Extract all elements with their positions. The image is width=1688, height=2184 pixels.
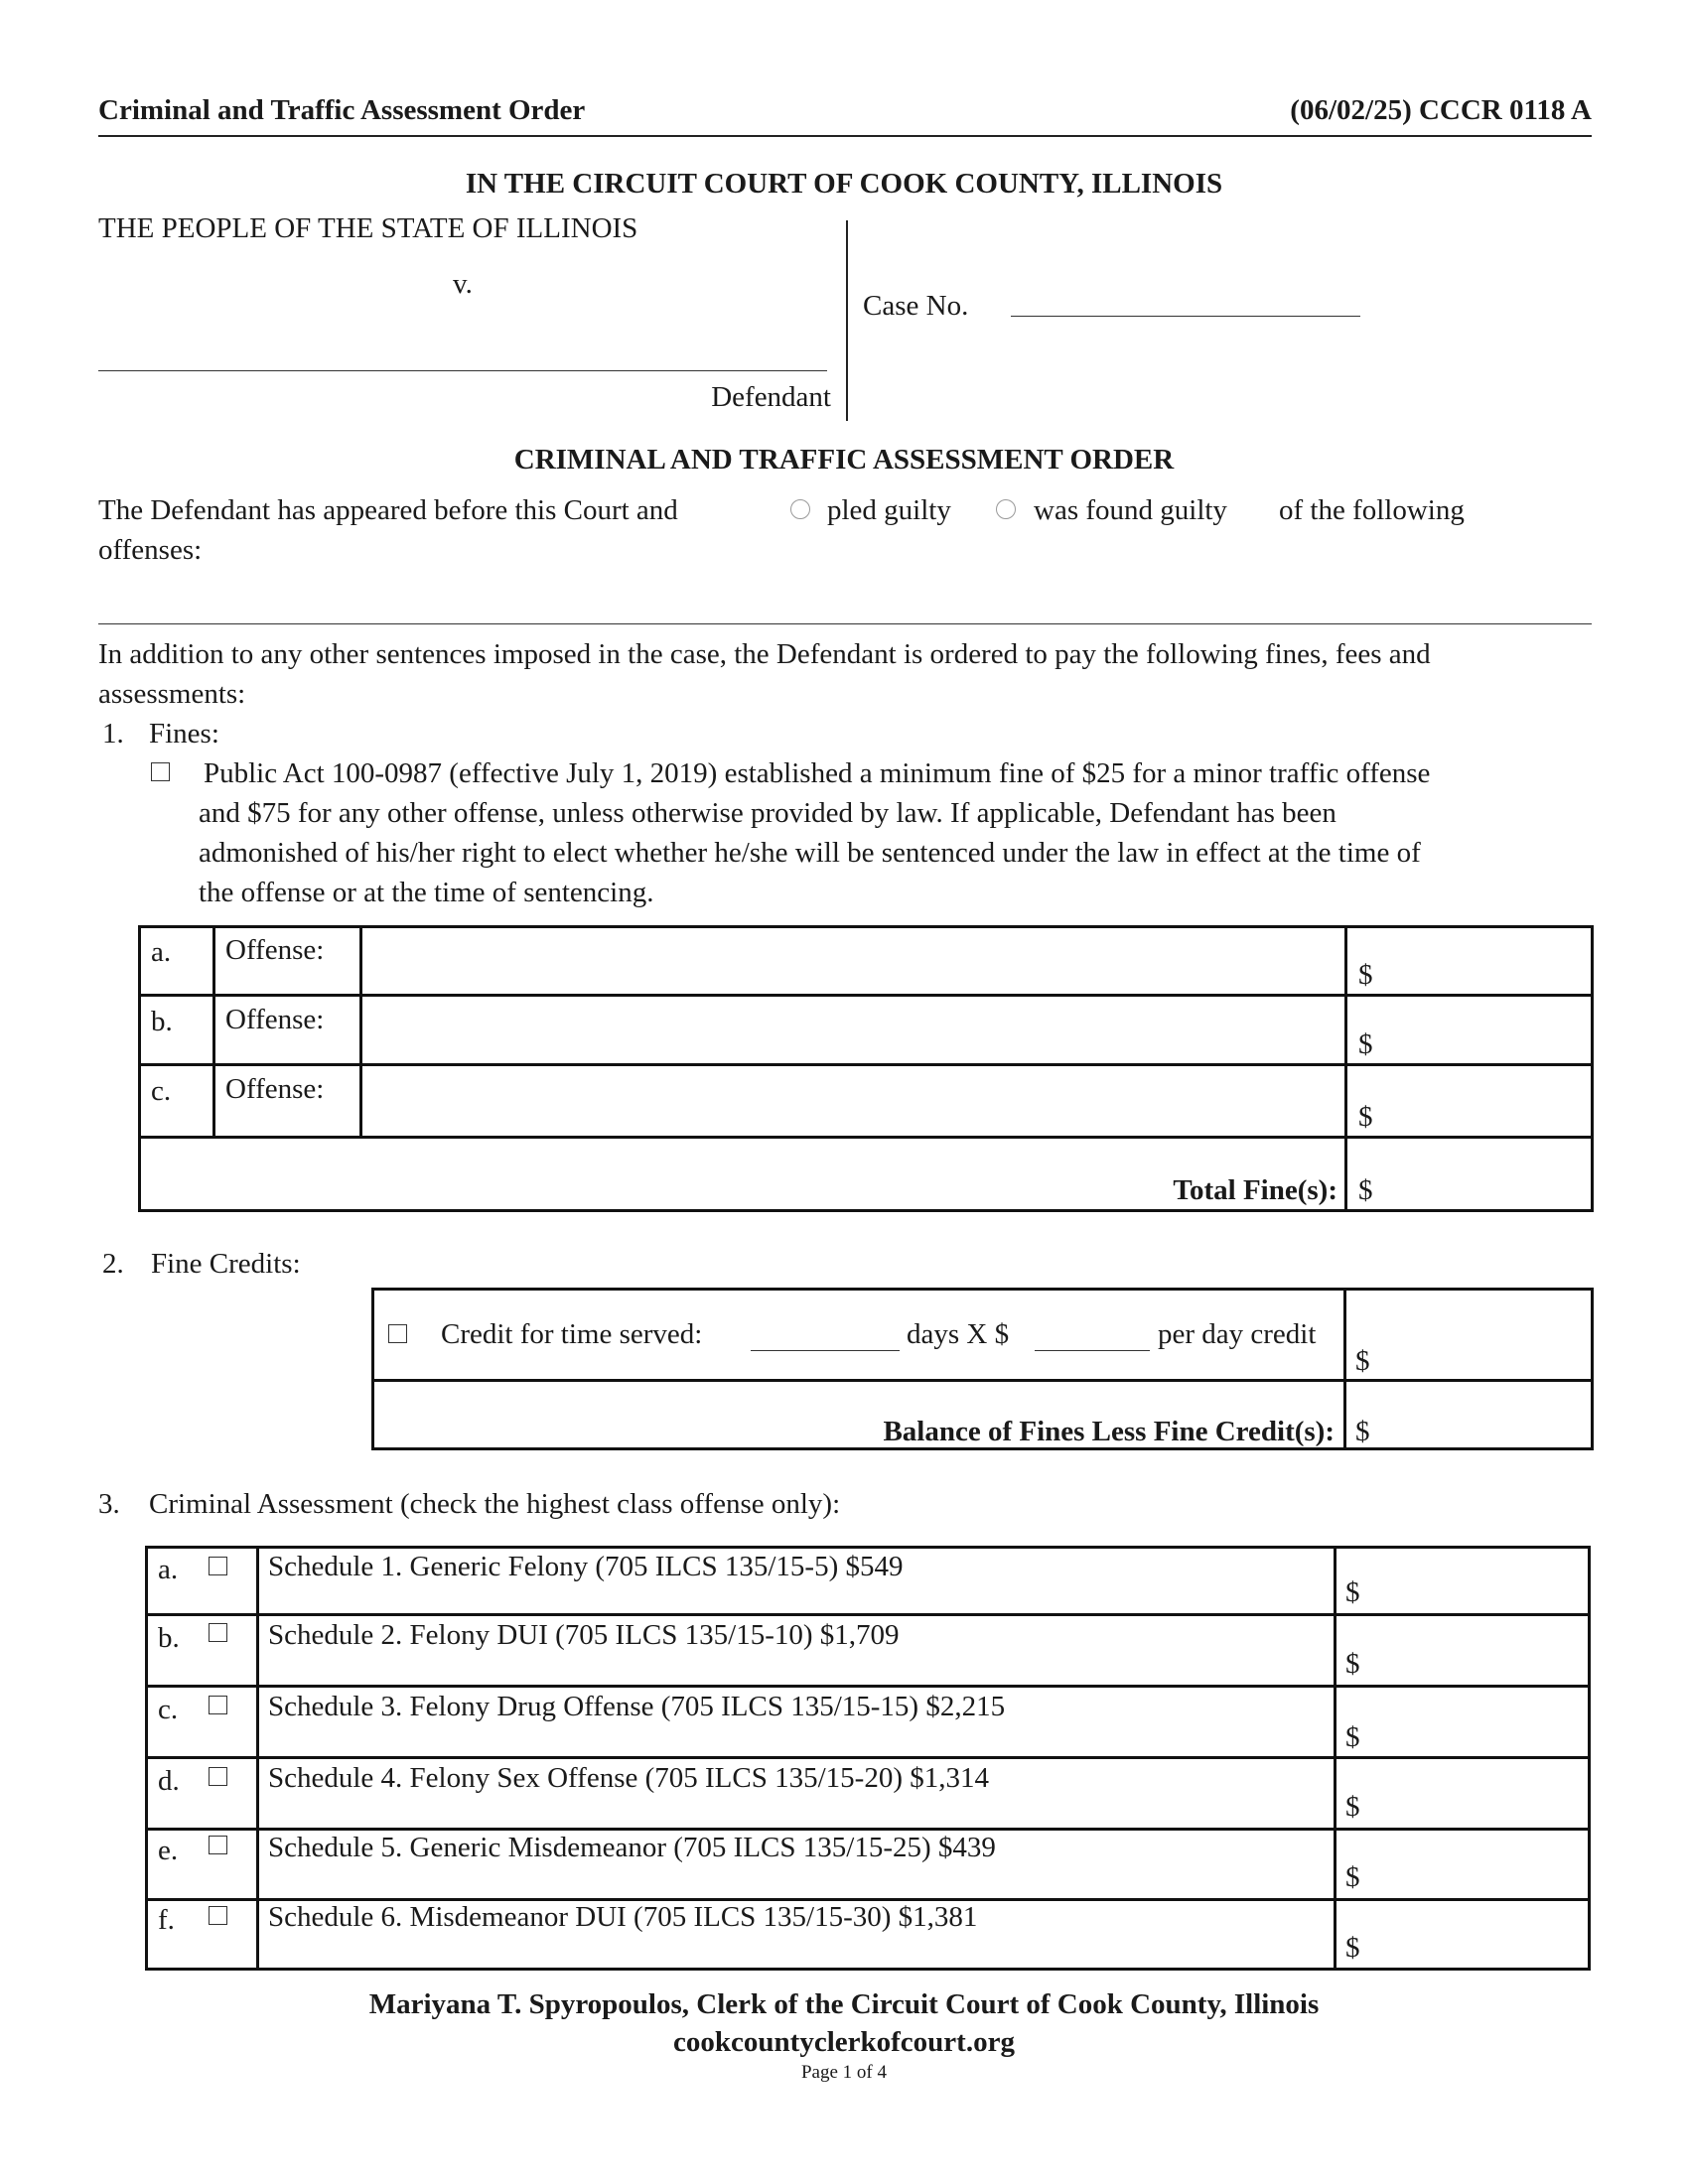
- schedule-2-checkbox[interactable]: [209, 1623, 227, 1642]
- schedule-label: Schedule 3. Felony Drug Offense (705 ILCS 135/15-15) $2,215: [268, 1691, 1006, 1722]
- case-no-line: [1011, 316, 1360, 317]
- per-day-credit-label: per day credit: [1158, 1318, 1317, 1350]
- clerk-website[interactable]: cookcountyclerkofcourt.org: [673, 2026, 1015, 2058]
- credit-days-field[interactable]: [751, 1316, 900, 1350]
- schedule-amount-field[interactable]: $: [1345, 1932, 1360, 1964]
- pay-intro-line2: assessments:: [98, 678, 246, 710]
- assessment-row-letter: f.: [158, 1904, 175, 1936]
- assessment-table-rule: [145, 1756, 1591, 1759]
- fine-credits-heading: Fine Credits:: [151, 1248, 301, 1280]
- assessment-table-rule: [145, 1685, 1591, 1688]
- fine-row-label: Offense:: [225, 934, 325, 966]
- public-act-checkbox[interactable]: [151, 762, 170, 781]
- schedule-amount-field[interactable]: $: [1345, 1791, 1360, 1823]
- offenses-line: [98, 623, 1592, 624]
- found-guilty-label: was found guilty: [1034, 494, 1227, 526]
- schedule-label: Schedule 5. Generic Misdemeanor (705 ILCS 135/15-25) $439: [268, 1832, 996, 1863]
- pay-intro-line1: In addition to any other sentences imposed in the case, the Defendant is ordered to pay the following fines, fees and: [98, 638, 1431, 670]
- fines-table-rule: [138, 1063, 1594, 1066]
- public-act-line: and $75 for any other offense, unless otherwise provided by law. If applicable, Defendant has been: [199, 797, 1336, 829]
- assessment-row-letter: d.: [158, 1765, 180, 1797]
- schedule-4-checkbox[interactable]: [209, 1767, 227, 1786]
- assessment-row-letter: e.: [158, 1835, 179, 1866]
- fine-row-letter: a.: [151, 936, 172, 968]
- schedule-3-checkbox[interactable]: [209, 1696, 227, 1714]
- assessment-number: 3.: [98, 1488, 120, 1520]
- assessment-heading: Criminal Assessment (check the highest class offense only):: [149, 1488, 841, 1520]
- fines-number: 1.: [102, 718, 124, 750]
- fine-row-letter: c.: [151, 1075, 172, 1107]
- credit-rate-line: [1035, 1350, 1150, 1351]
- credit-days-line: [751, 1350, 900, 1351]
- fine-offense-field[interactable]: [372, 1003, 1336, 1056]
- case-no-field[interactable]: [1011, 280, 1360, 314]
- versus-label: v.: [453, 268, 473, 300]
- total-fines-label: Total Fine(s):: [1173, 1174, 1337, 1206]
- schedule-label: Schedule 4. Felony Sex Offense (705 ILCS 135/15-20) $1,314: [268, 1762, 989, 1794]
- assessment-table-rule: [1334, 1546, 1336, 1971]
- assessment-row-letter: c.: [158, 1694, 179, 1725]
- caption-divider: [846, 220, 848, 421]
- assessment-table-rule: [145, 1613, 1591, 1616]
- intro-prefix: The Defendant has appeared before this Court and: [98, 494, 678, 526]
- found-guilty-radio[interactable]: [996, 499, 1016, 519]
- fines-table-rule: [1344, 925, 1347, 1212]
- page-number: Page 1 of 4: [800, 2062, 887, 2083]
- schedule-amount-field[interactable]: $: [1345, 1721, 1360, 1753]
- defendant-name-field[interactable]: [98, 320, 827, 353]
- schedule-label: Schedule 6. Misdemeanor DUI (705 ILCS 135/15-30) $1,381: [268, 1901, 978, 1933]
- fine-credits-table-rule: [371, 1379, 1594, 1382]
- public-act-line: admonished of his/her right to elect whether he/she will be sentenced under the law in effect at the time of: [199, 837, 1421, 869]
- credit-time-served-label: Credit for time served:: [441, 1318, 703, 1350]
- form-title: Criminal and Traffic Assessment Order: [98, 94, 586, 126]
- credit-amount-field[interactable]: $: [1355, 1345, 1370, 1377]
- plaintiff-name: THE PEOPLE OF THE STATE OF ILLINOIS: [98, 212, 638, 244]
- total-fines-field[interactable]: $: [1358, 1174, 1373, 1206]
- schedule-5-checkbox[interactable]: [209, 1836, 227, 1854]
- schedule-label: Schedule 2. Felony DUI (705 ILCS 135/15-10) $1,709: [268, 1619, 900, 1651]
- fine-row-label: Offense:: [225, 1073, 325, 1105]
- fine-credits-table-rule: [1343, 1288, 1346, 1450]
- days-x-label: days X $: [907, 1318, 1010, 1350]
- public-act-line: the offense or at the time of sentencing.: [199, 877, 654, 908]
- assessment-table-rule: [256, 1546, 259, 1971]
- public-act-line: Public Act 100-0987 (effective July 1, 2019) established a minimum fine of $25 for a minor traffic offense: [204, 757, 1431, 789]
- defendant-name-line: [98, 370, 827, 371]
- fine-row-letter: b.: [151, 1006, 173, 1037]
- fines-heading: Fines:: [149, 718, 219, 750]
- form-code: (06/02/25) CCCR 0118 A: [1290, 94, 1592, 126]
- pled-guilty-radio[interactable]: [790, 499, 810, 519]
- offenses-field[interactable]: [98, 582, 1592, 615]
- intro-offenses-label: offenses:: [98, 534, 203, 566]
- balance-amount-field[interactable]: $: [1355, 1416, 1370, 1447]
- header-rule: [98, 135, 1592, 137]
- defendant-label: Defendant: [711, 381, 831, 413]
- assessment-row-letter: a.: [158, 1554, 179, 1585]
- court-title: IN THE CIRCUIT COURT OF COOK COUNTY, ILLINOIS: [465, 168, 1223, 200]
- schedule-label: Schedule 1. Generic Felony (705 ILCS 135/15-5) $549: [268, 1551, 904, 1582]
- credit-rate-field[interactable]: [1035, 1316, 1150, 1350]
- intro-suffix: of the following: [1279, 494, 1465, 526]
- balance-label: Balance of Fines Less Fine Credit(s):: [883, 1416, 1335, 1447]
- fines-table-rule: [138, 1136, 1594, 1139]
- fine-amount-field[interactable]: $: [1358, 959, 1373, 991]
- schedule-6-checkbox[interactable]: [209, 1906, 227, 1925]
- case-no-label: Case No.: [863, 290, 969, 322]
- credit-time-served-checkbox[interactable]: [388, 1324, 407, 1343]
- fine-amount-field[interactable]: $: [1358, 1101, 1373, 1133]
- fines-table-rule: [138, 994, 1594, 997]
- order-title: CRIMINAL AND TRAFFIC ASSESSMENT ORDER: [513, 444, 1175, 476]
- clerk-name: Mariyana T. Spyropoulos, Clerk of the Circuit Court of Cook County, Illinois: [368, 1988, 1320, 2020]
- schedule-amount-field[interactable]: $: [1345, 1648, 1360, 1680]
- fine-offense-field[interactable]: [372, 1072, 1336, 1128]
- schedule-amount-field[interactable]: $: [1345, 1576, 1360, 1608]
- fine-offense-field[interactable]: [372, 933, 1336, 987]
- schedule-1-checkbox[interactable]: [209, 1557, 227, 1575]
- fines-table-rule: [212, 925, 215, 1136]
- pled-guilty-label: pled guilty: [827, 494, 951, 526]
- fine-row-label: Offense:: [225, 1004, 325, 1035]
- fine-credits-number: 2.: [102, 1248, 124, 1280]
- schedule-amount-field[interactable]: $: [1345, 1861, 1360, 1893]
- assessment-row-letter: b.: [158, 1622, 180, 1654]
- fines-table-rule: [359, 925, 362, 1136]
- fine-amount-field[interactable]: $: [1358, 1028, 1373, 1060]
